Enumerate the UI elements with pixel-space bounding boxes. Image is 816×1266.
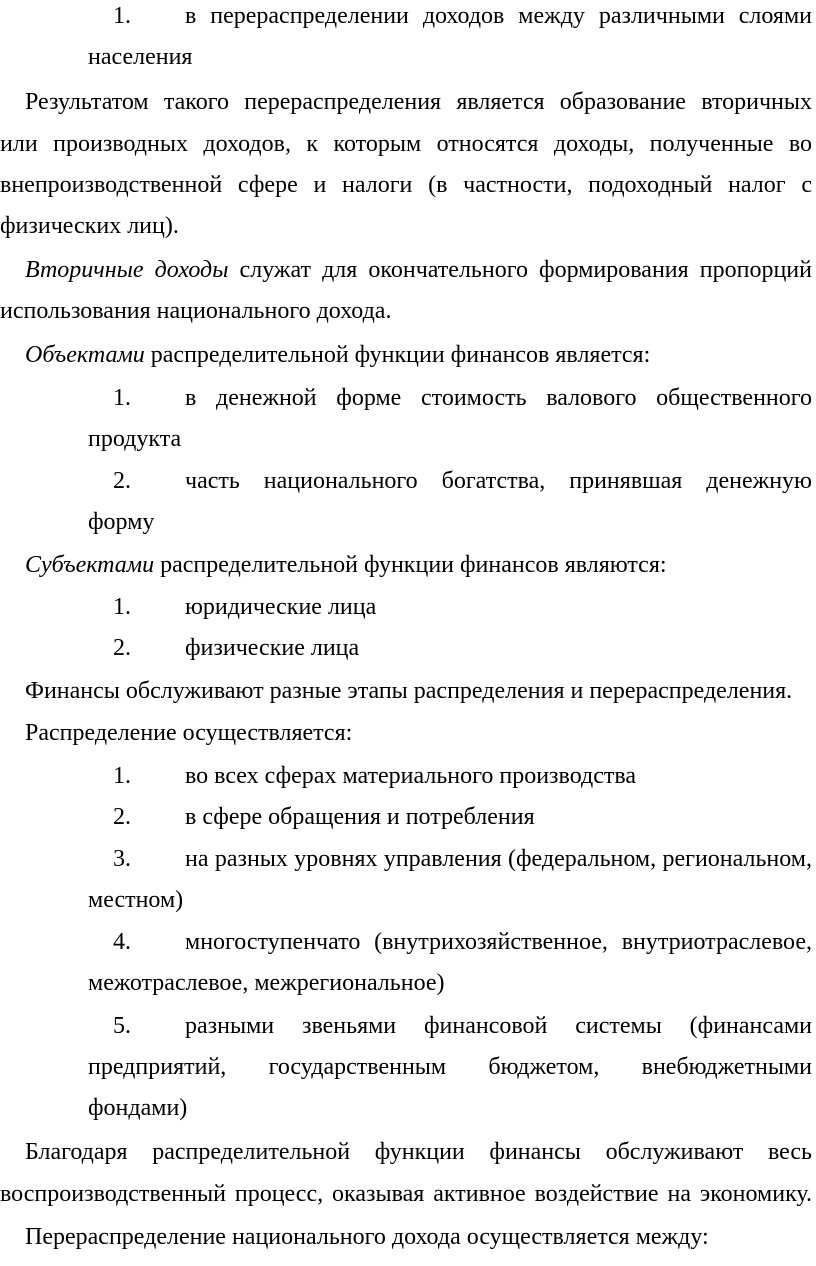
list-number: 3. (113, 846, 131, 872)
list-item-continuation: предприятий, государственным бюджетом, внебюджетными (88, 1054, 812, 1080)
list-item-text: на разных уровнях управления (федеральном, региональном, (185, 846, 812, 872)
list-item-continuation: форму (88, 509, 155, 535)
list-item-text: в сфере обращения и потребления (185, 804, 535, 830)
paragraph-line (25, 341, 650, 369)
list-item-text: в перераспределении доходов между различными слоями (185, 3, 812, 29)
list-number: 1. (113, 763, 131, 789)
list-item-continuation: населения (88, 44, 193, 70)
list-number: 1. (113, 594, 131, 620)
paragraph-line: использования национального дохода. (0, 298, 392, 324)
paragraph-line: Благодаря распределительной функции финансы обслуживают весь (25, 1139, 812, 1165)
paragraph-line: Распределение осуществляется: (25, 720, 353, 746)
list-item-text: часть национального богатства, принявшая денежную (185, 468, 812, 494)
list-item-text: в денежной форме стоимость валового общественного (185, 385, 812, 411)
list-item-continuation: местном) (88, 887, 184, 913)
paragraph-line: или производных доходов, к которым относятся доходы, полученные во (0, 131, 812, 157)
list-item-text: юридические лица (185, 594, 377, 620)
list-item-text: физические лица (185, 635, 360, 661)
list-item-continuation: продукта (88, 426, 182, 452)
list-number: 4. (113, 929, 131, 955)
paragraph-line (25, 551, 667, 579)
paragraph-line (25, 256, 812, 284)
list-number: 2. (113, 635, 131, 661)
list-item-text: многоступенчато (внутрихозяйственное, внутриотраслевое, (185, 929, 812, 955)
list-item-text: разными звеньями финансовой системы (финансами (185, 1013, 812, 1039)
paragraph-line: Финансы обслуживают разные этапы распределения и перераспределения. (25, 678, 793, 704)
paragraph-text: служат для окончательного формирования пропорций (228, 257, 812, 283)
list-number: 1. (113, 385, 131, 411)
italic-term: Субъектами (25, 552, 155, 578)
paragraph-text: распределительной функции финансов является: (144, 342, 651, 368)
paragraph-text: распределительной функции финансов являются: (154, 552, 667, 578)
list-number: 1. (113, 3, 131, 29)
italic-term: Вторичные доходы (25, 257, 229, 283)
list-item-continuation: фондами) (88, 1095, 188, 1121)
paragraph-line: воспроизводственный процесс, оказывая активное воздействие на экономику. (0, 1181, 812, 1207)
list-number: 5. (113, 1013, 131, 1039)
paragraph-line: физических лиц). (0, 213, 179, 239)
paragraph-line: Результатом такого перераспределения является образование вторичных (25, 89, 812, 115)
list-item-continuation: межотраслевое, межрегиональное) (88, 970, 445, 996)
list-number: 2. (113, 468, 131, 494)
list-number: 2. (113, 804, 131, 830)
paragraph-line: Перераспределение национального дохода осуществляется между: (25, 1224, 709, 1250)
italic-term: Объектами (25, 342, 145, 368)
list-item-text: во всех сферах материального производства (185, 763, 637, 789)
paragraph-line: внепроизводственной сфере и налоги (в частности, подоходный налог с (0, 172, 812, 198)
